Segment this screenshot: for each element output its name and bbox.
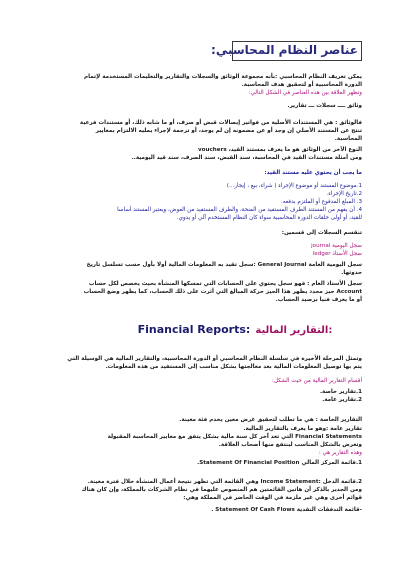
lines-line: 4. أن يفهم من المستند الطرف المستفيد من المنحة، والطرف المستفيد من العوض، ويعتبر المستند أساسا [117,207,362,213]
lines-line: يمكن تعريف النظام المحاسبي :بأنه مجموعة الوثائق والسجلات والتقارير والتعليمات المستخدمة لإتمام [84,74,362,80]
lines2-line: تقارير عامة :وهو ما يعرف بالتقارير المالية. [243,426,362,432]
lines-line: 1.موضوع المستند أو موضوع الإجراء ( شراء، بيع ، إيجار...) [226,183,362,189]
section-heading-english: Financial Reports: [137,323,251,336]
lines-line: تنتج عن المستند الأصلي إن وجد أو عن مضمونه إن لم يوجد، أو ترجمة لإجراء يمليه الالتزام بمعايير [95,128,362,134]
lines-line: تنقسم السجلات إلى قسمين: [281,230,362,236]
lines-line: النوع الآخر من الوثائق هو ما يعرف بمستند القيد، vouchers [198,147,362,153]
lines-line: المحاسبة. [334,136,362,142]
lines-line: حدوثها. [341,270,362,276]
lines-line: ومن أمثلة مستندات القيد في المحاسبة، سند القبض، سند الصرف، سند قيد اليومية.. [131,155,362,161]
lines-line: 2.تاريخ الإجراء. [326,191,362,197]
lines-line: أو ما يعرف فنيا برصيد الحساب. [275,297,362,303]
section-heading [130,318,340,338]
lines-line: الدورة المحاسبية أو لتحقيق هدف المحاسبة. [241,82,362,88]
lines2-line: Financial Statements التي تعد آخر كل سنة مالية بشكل يتفق مع معايير المحاسبة المقبولة [107,434,362,440]
lines2-line: التقارير الخاصة : هي ما تطلب لتحقيق غرض معين يخدم فئة معينة. [179,417,362,423]
lines2-line: -قائمة التدفقات النقدية Statement Of Cash Flows . [211,507,362,513]
lines2-line: 1.قائمة المركز المالي Statement Of Financial Position. [197,460,362,466]
lines-line: وتظهر العلاقة بين هذه العناصر في الشكل التالي: [248,90,362,96]
page-title: عناصر النظام المحاسبي: [211,43,358,57]
lines-line: للقيد، أو أولى حلقات الدورة المحاسبية سواء كان النظام المستخدم آلي أو يدوي. [176,215,362,221]
lines-line: ما يجب أن يحتوي عليه مستند القيد: [264,170,362,176]
lines-line: 3. المبلغ المدفوع أو الملتزم بدفعه. [280,199,362,205]
lines2-line: وهذه التقارير هي : [318,450,362,456]
lines2-line: وتعرض بالشكل المناسب لينتفع منها أصحاب العلاقة. [218,442,362,448]
lines-line: سجل الأستاذ العام : فهو سجل يحتوي على الحسابات التي تمسكها المنشأة بحيث يخصص لكل حساب [88,281,362,287]
lines2-line: قوائم أخرى وهي غير ملزمة في الوقت الحاضر في المملكة وهي: [183,495,362,501]
section-heading-arabic: التقارير المالية: [255,325,333,336]
lines2-line: يتم بها توصيل المعلومات المالية بعد معالجتها بشكل مناسب إلى المستفيد من هذه المعلومات. [105,364,362,370]
lines-line: وثائق ــــ سجلات ـــ تقارير. [287,103,362,109]
lines-line: سجل اليومية journal [311,243,362,249]
lines2-line: 1.تقارير خاصة. [319,389,362,395]
lines-line: فالوثائق : هي المستندات الأصلية من فواتير إيصالات قبض أو صرف، أو ما شابه ذلك، أو مستندات فرعية [79,120,362,126]
lines2-line: أقسام التقارير المالية من حيث الشكل: [271,378,362,384]
lines2-line: 2.قائمة الدخل :Income Statement وهي القائمة التي تظهر نتيجة أعمال المنشأة خلال فترة معينة. [87,479,362,485]
lines2-line: 2.تقارير عامة. [322,397,362,403]
lines-line: سجل اليومية العامة General Journal :سجل تقيد به المعلومات المالية أولا بأول حسب تسلسل تاريخ [86,262,362,268]
lines-line: Account حيز محدد يظهر هذا الحيز حركة المبالغ التي أثرت على ذلك الحساب، كما يظهر وضع الحساب [83,289,362,295]
lines-line: سجل الأستاذ ledger [312,251,362,257]
lines2-line: وتمثل المرحلة الأخيرة في سلسلة النظام المحاسبي أو الدورة المحاسبية، والتقارير المالية هي الوسيلة التي [67,356,362,362]
lines2-line: ومن الجدير بالذكر أن هاتين القائمتين هم المنصوص عليهما في نظام الشركات بالمملكة، وإن كان هناك [81,487,362,493]
